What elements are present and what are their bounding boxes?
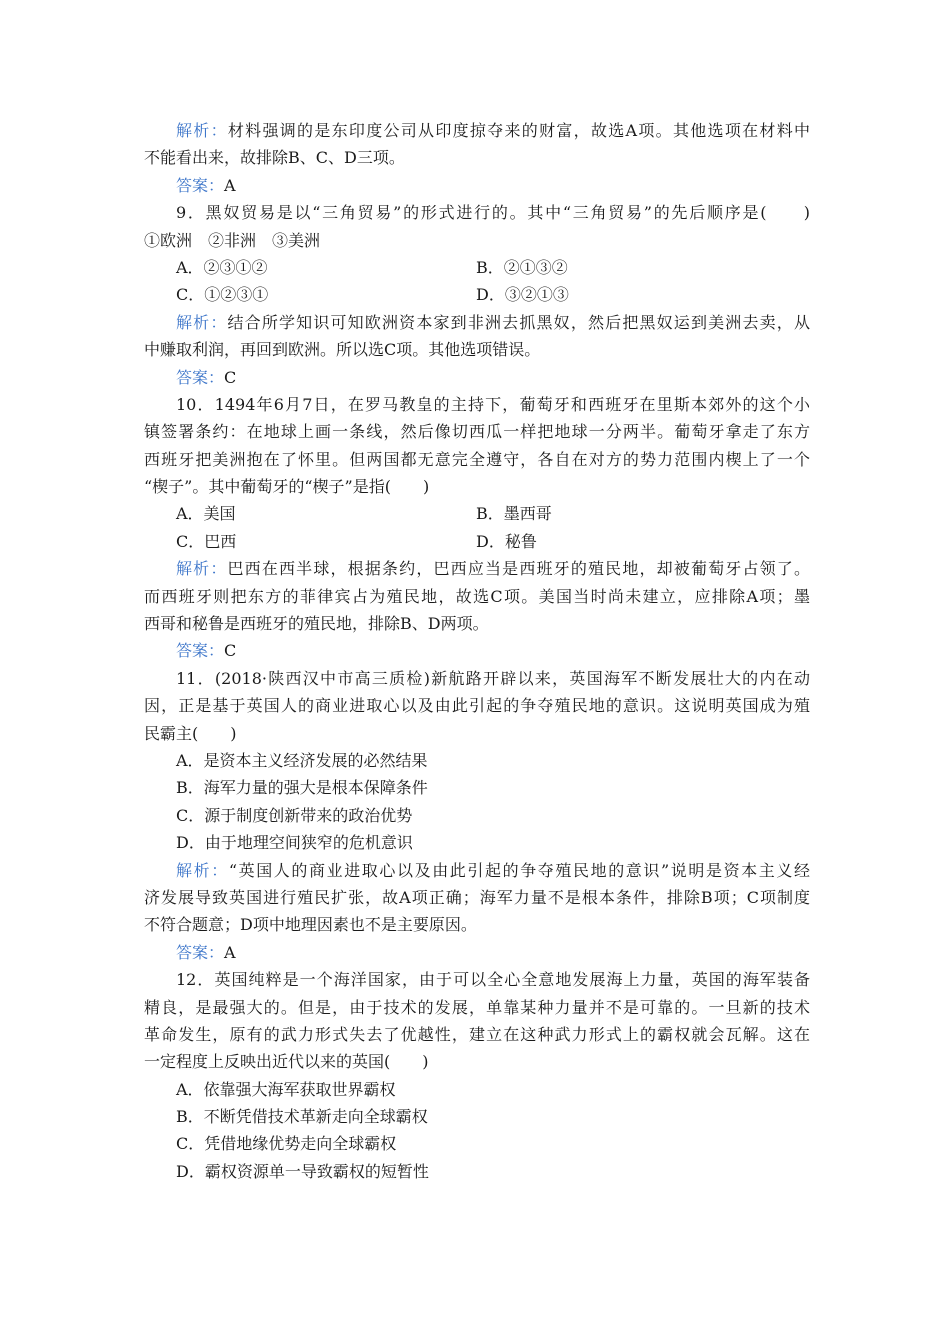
answer-label: 答案：: [176, 175, 225, 195]
option-row: [144, 528, 810, 555]
answer-label: 答案：: [176, 367, 225, 387]
analysis-text: 而西班牙则把东方的菲律宾占为殖民地，故选C项。美国当时尚未建立，应排除A项；墨: [144, 586, 810, 606]
analysis-text: 中赚取利润，再回到欧洲。所以选C项。其他选项错误。: [144, 340, 541, 360]
answer-label: 答案：: [176, 641, 225, 661]
option-row: [144, 254, 810, 281]
analysis-line: [144, 884, 810, 911]
analysis-text: 西哥和秘鲁是西班牙的殖民地，排除B、D两项。: [144, 614, 489, 634]
analysis-text: “英国人的商业进取心以及由此引起的争夺殖民地的意识”说明是资本主义经: [228, 860, 810, 880]
question-line: 镇签署条约：在地球上画一条线，然后像切西瓜一样把地球一分两半。葡萄牙拿走了东方: [144, 422, 810, 442]
question-line: 因，正是基于英国人的商业进取心以及由此引起的争夺殖民地的意识。这说明英国成为殖: [144, 696, 810, 716]
option-item: C．①②③①: [176, 285, 269, 305]
question-line: ①欧洲 ②非洲 ③美洲: [144, 230, 321, 250]
analysis-text: 济发展导致英国进行殖民扩张，故A项正确；海军力量不是根本条件，排除B项；C项制度: [144, 887, 810, 907]
analysis-text: 结合所学知识可知欧洲资本家到非洲去抓黑奴，然后把黑奴运到美洲去卖，从: [227, 312, 810, 332]
answer-line: [144, 939, 810, 966]
option-item: B．海军力量的强大是根本保障条件: [176, 778, 428, 798]
answer-line: [144, 637, 810, 664]
question-line: 10．1494年6月7日，在罗马教皇的主持下，葡萄牙和西班牙在里斯本郊外的这个小: [176, 394, 810, 414]
option-item: A．美国: [176, 504, 236, 524]
analysis-line: [144, 117, 810, 144]
analysis-line: [144, 583, 810, 610]
analysis-label: 解析：: [176, 860, 229, 880]
answer-value: C: [224, 367, 237, 387]
analysis-line: [144, 610, 810, 637]
option-item: C．源于制度创新带来的政治优势: [176, 805, 413, 825]
analysis-label: 解析：: [176, 121, 228, 140]
option-item: B．墨西哥: [476, 504, 552, 524]
answer-label: 答案：: [176, 942, 225, 962]
option-item: D．秘鲁: [476, 531, 537, 551]
analysis-text: 材料强调的是东印度公司从印度掠夺来的财富，故选A项。其他选项在材料中: [227, 121, 810, 140]
question-line: 一定程度上反映出近代以来的英国( ): [144, 1052, 429, 1072]
analysis-text: 不能看出来，故排除B、C、D三项。: [144, 148, 405, 168]
option-item: D．③②①③: [476, 285, 569, 305]
question-line: 革命发生，原有的武力形式失去了优越性，建立在这种武力形式上的霸权就会瓦解。这在: [144, 1024, 810, 1044]
analysis-line: [144, 857, 810, 884]
answer-value: C: [224, 641, 237, 661]
question-line: 12．英国纯粹是一个海洋国家，由于可以全心全意地发展海上力量，英国的海军装备: [176, 970, 810, 990]
option-row: [144, 500, 810, 527]
analysis-line: [144, 911, 810, 938]
answer-line: [144, 364, 810, 391]
question-line: 11．(2018·陕西汉中市高三质检)新航路开辟以来，英国海军不断发展壮大的内在动: [176, 668, 810, 688]
analysis-line: [144, 336, 810, 363]
analysis-label: 解析：: [176, 559, 228, 579]
option-item: C．巴西: [176, 531, 237, 551]
analysis-line: [144, 144, 810, 171]
analysis-text: 巴西在西半球，根据条约，巴西应当是西班牙的殖民地，却被葡萄牙占领了。: [227, 559, 810, 579]
question-line: 9．黑奴贸易是以“三角贸易”的形式进行的。其中“三角贸易”的先后顺序是( ): [176, 203, 810, 223]
option-item: D．由于地理空间狭窄的危机意识: [176, 833, 413, 853]
question-line: “楔子”。其中葡萄牙的“楔子”是指( ): [144, 477, 430, 497]
option-item: A．依靠强大海军获取世界霸权: [176, 1079, 396, 1099]
answer-line: [144, 172, 810, 199]
question-line: 西班牙把美洲抱在了怀里。但两国都无意完全遵守，各自在对方的势力范围内楔上了一个: [144, 449, 810, 469]
option-item: A．②③①②: [176, 257, 268, 277]
analysis-line: [144, 555, 810, 582]
answer-value: A: [224, 175, 236, 195]
analysis-line: [144, 309, 810, 336]
analysis-text: 不符合题意；D项中地理因素也不是主要原因。: [144, 915, 477, 935]
question-line: 民霸主( ): [144, 723, 237, 743]
document-content: [144, 117, 810, 1185]
option-item: B．②①③②: [476, 257, 568, 277]
option-item: C．凭借地缘优势走向全球霸权: [176, 1134, 397, 1154]
option-item: D．霸权资源单一导致霸权的短暂性: [176, 1161, 429, 1181]
answer-value: A: [224, 942, 236, 962]
option-row: [144, 281, 810, 308]
option-item: A．是资本主义经济发展的必然结果: [176, 750, 428, 770]
question-line: 精良，是最强大的。但是，由于技术的发展，单靠某种力量并不是可靠的。一旦新的技术: [144, 997, 810, 1017]
analysis-label: 解析：: [176, 312, 228, 332]
option-item: B．不断凭借技术革新走向全球霸权: [176, 1107, 428, 1127]
